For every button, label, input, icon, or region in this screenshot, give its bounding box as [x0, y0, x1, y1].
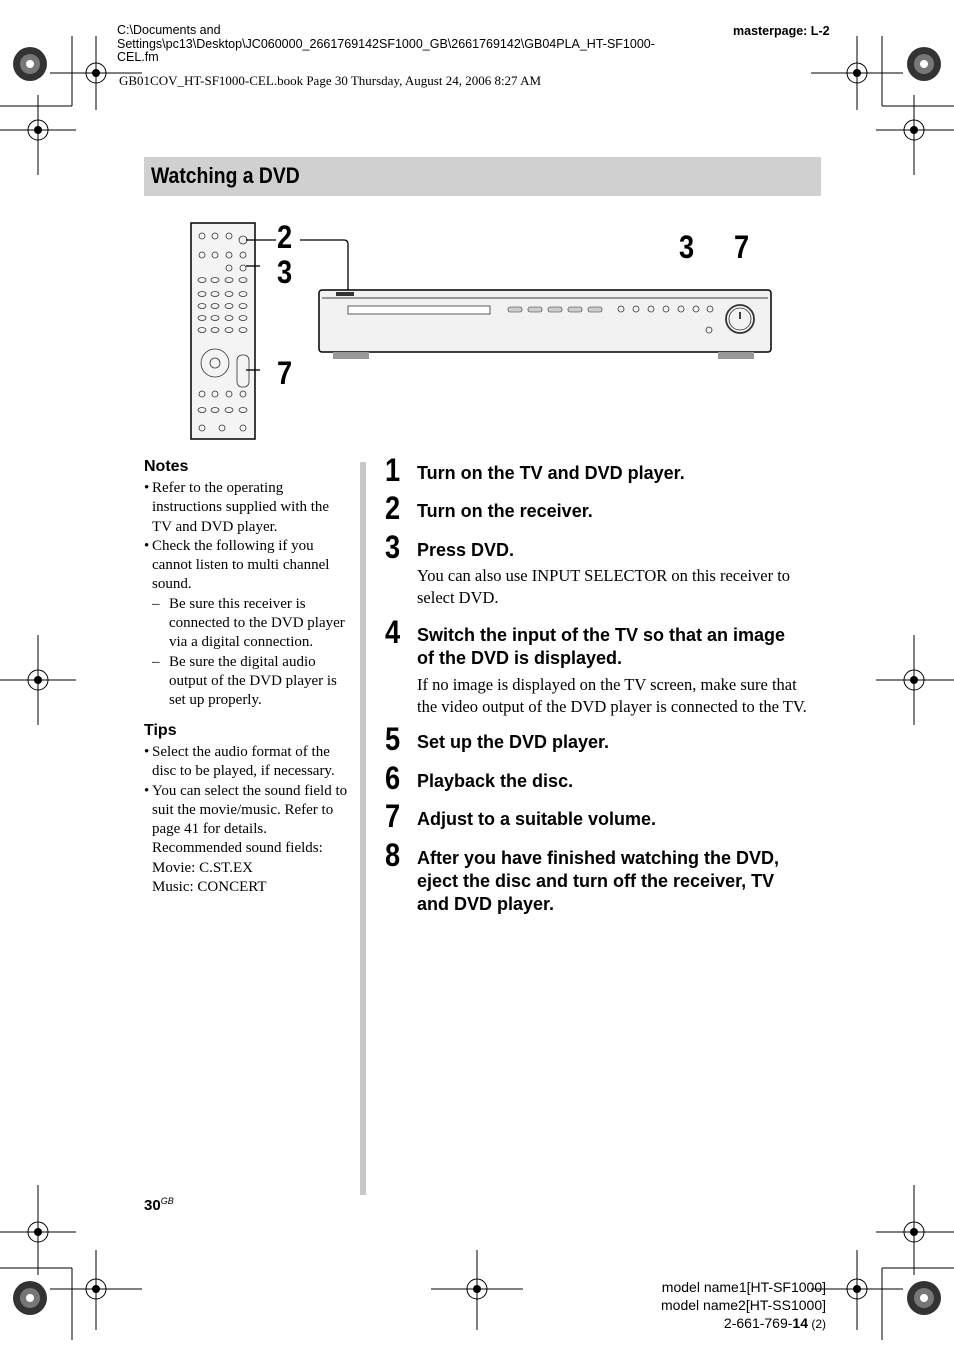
step-number: 8: [385, 837, 401, 873]
step-title-line: Switch the input of the TV so that an image: [417, 625, 786, 645]
footer-model-info: [661, 1278, 826, 1333]
model-name-2: model name2[HT-SS1000]: [661, 1297, 826, 1313]
step-title: [417, 847, 779, 916]
callout-receiver-7: 7: [734, 229, 750, 265]
part-number-prefix: 2-661-769-: [723, 1315, 793, 1331]
column-divider: [360, 462, 366, 1195]
callout-receiver-3: 3: [679, 229, 695, 265]
step-number: 1: [385, 452, 401, 488]
page-number: [144, 1196, 174, 1214]
note-line: Be sure this receiver is: [169, 595, 306, 612]
notes-list: [144, 479, 359, 711]
step-body-line: You can also use INPUT SELECTOR on this receiver to: [417, 566, 791, 585]
part-number: [661, 1314, 826, 1333]
file-path-line: Settings\pc13\Desktop\JC060000_2661769142SF1000_GB\2661769142\GB04PLA_HT-SF1000-: [117, 36, 655, 51]
bullet: •: [144, 744, 150, 760]
file-path: [117, 24, 717, 65]
step-title-line: of the DVD is displayed.: [417, 648, 623, 668]
bullet: •: [144, 782, 150, 799]
callout-remote-3: 3: [277, 254, 293, 290]
bullet: •: [144, 537, 150, 554]
page-number-value: 30: [144, 1197, 161, 1214]
dash: –: [152, 653, 160, 670]
callout-remote-7: 7: [277, 355, 293, 391]
notes-heading: Notes: [144, 458, 189, 475]
tip-line: Recommended sound fields:: [152, 840, 323, 857]
tip-line: You can select the sound field to: [152, 782, 348, 799]
step-body-line: select DVD.: [417, 588, 499, 607]
note-line: via a digital connection.: [169, 634, 314, 651]
note-line: Be sure the digital audio: [169, 653, 316, 670]
bullet: •: [144, 480, 150, 496]
section-title: Watching a DVD: [151, 163, 300, 188]
step-title: Turn on the TV and DVD player.: [417, 463, 685, 483]
step-body-line: If no image is displayed on the TV screen, make sure that: [417, 675, 797, 694]
book-info-line: GB01COV_HT-SF1000-CEL.book Page 30 Thursday, August 24, 2006 8:27 AM: [119, 73, 542, 88]
file-path-line: C:\Documents and: [117, 23, 221, 37]
tips-list: [144, 743, 359, 897]
step-title: Turn on the receiver.: [417, 501, 593, 521]
step-title: Playback the disc.: [417, 771, 574, 791]
masterpage-label: masterpage: L-2: [733, 24, 830, 38]
step-title: [417, 624, 785, 670]
tip-line: suit the movie/music. Refer to: [152, 801, 334, 818]
step-number: 3: [385, 529, 401, 565]
note-line: Check the following if you: [152, 537, 314, 554]
step-title-line: After you have finished watching the DVD,: [417, 848, 780, 868]
note-line: output of the DVD player is: [169, 672, 337, 689]
file-path-line: CEL.fm: [117, 50, 159, 64]
tip-line: Movie: C.ST.EX: [152, 859, 253, 876]
step-title: Press DVD.: [417, 540, 515, 560]
step-body-line: the video output of the DVD player is connected to the TV.: [417, 697, 807, 716]
step-title: Adjust to a suitable volume.: [417, 809, 657, 829]
step-body: [417, 565, 790, 609]
model-name-1: model name1[HT-SF1000]: [661, 1279, 826, 1295]
tip-line: Music: CONCERT: [152, 879, 267, 896]
note-line: cannot listen to multi channel: [152, 557, 330, 574]
page-number-suffix: GB: [160, 1196, 174, 1206]
tip-item: [144, 743, 359, 782]
tip-line: disc to be played, if necessary.: [152, 763, 335, 780]
note-line: TV and DVD player.: [152, 518, 278, 535]
note-line: instructions supplied with the: [152, 499, 330, 516]
part-number-bold: 14: [792, 1315, 808, 1331]
tips-heading: Tips: [144, 722, 177, 739]
note-subitem: [144, 653, 359, 711]
step-number: 5: [385, 721, 401, 757]
step-title-line: eject the disc and turn off the receiver, TV: [417, 871, 775, 891]
step-number: 6: [385, 760, 401, 796]
tip-item: [144, 782, 359, 898]
tip-line: page 41 for details.: [152, 821, 267, 838]
step-title: Set up the DVD player.: [417, 732, 610, 752]
tip-line: Select the audio format of the: [152, 744, 330, 760]
note-line: connected to the DVD player: [169, 615, 345, 632]
part-number-suffix: (2): [808, 1317, 826, 1331]
note-line: sound.: [152, 576, 192, 593]
note-item: [144, 479, 359, 537]
note-line: set up properly.: [169, 692, 262, 709]
step-number: 7: [385, 798, 401, 834]
step-number: 4: [385, 614, 401, 650]
receiver-illustration: [318, 288, 774, 363]
step-title-line: and DVD player.: [417, 894, 555, 914]
dash: –: [152, 595, 160, 612]
step-body: [417, 674, 807, 718]
note-subitem: [144, 595, 359, 653]
note-line: Refer to the operating: [152, 480, 284, 496]
callout-remote-2: 2: [277, 219, 293, 255]
step-number: 2: [385, 490, 401, 526]
note-item: [144, 537, 359, 595]
